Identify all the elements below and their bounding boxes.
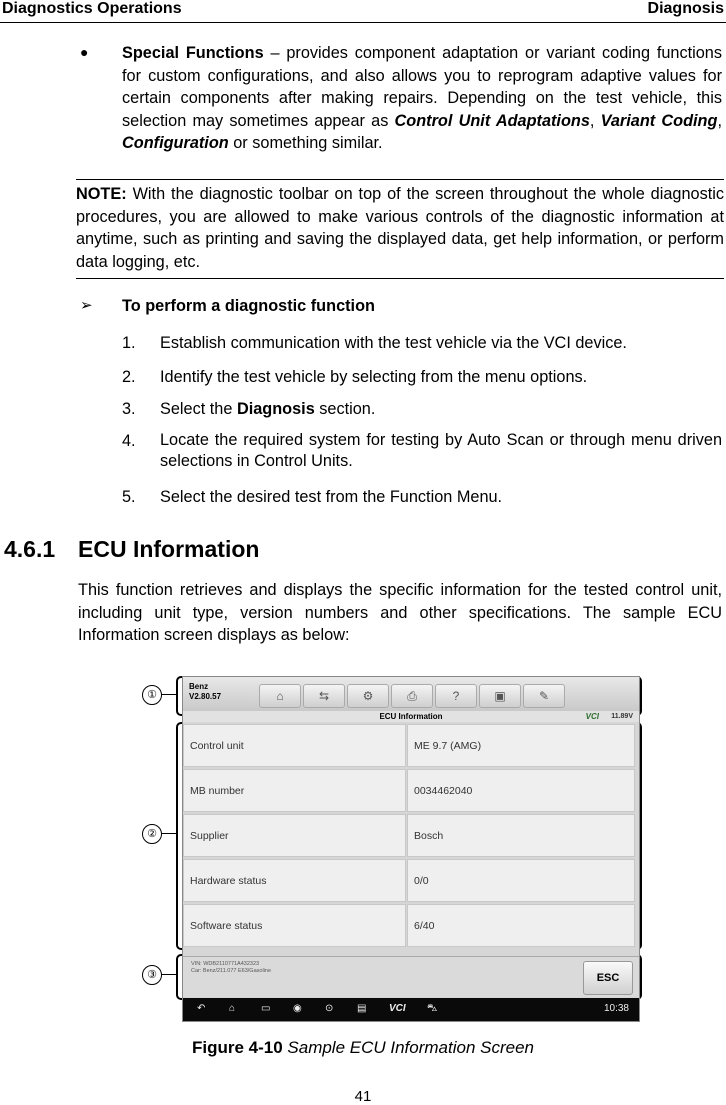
row-label: Control unit: [183, 724, 406, 767]
procedure-title: To perform a diagnostic function: [122, 297, 375, 315]
brand-name: Benz: [189, 682, 209, 691]
note-label: NOTE:: [76, 185, 127, 203]
step-text-bold: Diagnosis: [236, 400, 315, 418]
note-text: With the diagnostic toolbar on top of the screen throughout the whole diagnostic procedures, you are allowed to make various controls of the diagnostic information at anytime, such as printing and saving the displayed data, get help information, or perform data logging, etc.: [76, 185, 724, 271]
vehicle-info: [191, 961, 271, 975]
row-value: Bosch: [407, 814, 635, 857]
home-icon[interactable]: ⌂: [229, 1003, 236, 1014]
separator: ,: [589, 111, 601, 130]
arrow-bullet: ➢: [80, 297, 93, 314]
bullet-marker: ●: [80, 44, 89, 60]
functional-buttons-bar: [183, 956, 639, 997]
step-text: Locate the required system for testing by Auto Scan or through menu driven selections in Control Units.: [160, 431, 722, 470]
callout-1: ①: [142, 685, 162, 705]
esc-button[interactable]: ESC: [583, 961, 633, 995]
pen-icon: ✎: [538, 689, 550, 703]
home-button[interactable]: [259, 684, 301, 708]
step-number: 1.: [122, 334, 136, 352]
table-row: [183, 859, 635, 902]
vci-icon[interactable]: VCI: [389, 1003, 406, 1014]
screen-title: ECU Information: [379, 712, 443, 721]
data-logging-button[interactable]: [523, 684, 565, 708]
print-icon: ⎙: [407, 688, 417, 703]
help-button[interactable]: [435, 684, 477, 708]
row-value: 6/40: [407, 904, 635, 947]
row-value: 0/0: [407, 859, 635, 902]
term-variant-coding: Variant Coding: [600, 111, 718, 130]
settings-button[interactable]: [347, 684, 389, 708]
clock: 10:38: [603, 1003, 629, 1014]
step-text-pre: Select the: [160, 400, 237, 418]
ecu-information-screenshot: [182, 676, 640, 1022]
vehicle-brand: [189, 682, 221, 702]
software-version: V2.80.57: [189, 692, 222, 701]
step-number: 4.: [122, 432, 136, 450]
row-value: ME 9.7 (AMG): [407, 724, 635, 767]
battery-voltage: 11.89V: [611, 713, 633, 720]
term-control-unit-adaptations: Control Unit Adaptations: [394, 111, 590, 130]
row-label: Supplier: [183, 814, 406, 857]
step-number: 3.: [122, 400, 136, 418]
table-row: [183, 814, 635, 857]
home-icon: ⌂: [276, 689, 284, 703]
vehicle-icon[interactable]: ⛍: [427, 1003, 438, 1014]
row-label: Software status: [183, 904, 406, 947]
vci-status: VCI: [585, 712, 599, 721]
callout-line: [161, 974, 176, 975]
header-section-title: Diagnostics Operations: [2, 0, 182, 17]
gear-icon: ⚙: [362, 689, 374, 703]
vin-text: VIN: WDB2110771A432323: [191, 961, 260, 967]
browser-icon[interactable]: ◉: [293, 1003, 302, 1014]
row-label: MB number: [183, 769, 406, 812]
android-nav-bar: [183, 998, 639, 1021]
vehicle-swap-button[interactable]: [303, 684, 345, 708]
camera-icon[interactable]: ⊙: [325, 1003, 334, 1014]
save-icon: ▣: [494, 689, 506, 703]
special-functions-text-end: or something similar.: [228, 134, 383, 152]
page-number: 41: [354, 1088, 372, 1105]
screen-title-bar: [183, 711, 639, 722]
step-number: 2.: [122, 368, 136, 386]
term-configuration: Configuration: [122, 134, 229, 152]
section-heading: [4, 536, 259, 563]
recent-apps-icon[interactable]: ▭: [261, 1003, 271, 1014]
diagnostic-toolbar: [183, 677, 639, 712]
special-functions-paragraph: [122, 42, 722, 155]
table-row: [183, 769, 635, 812]
display-icon[interactable]: ▤: [357, 1003, 367, 1014]
back-icon[interactable]: ↶: [197, 1003, 206, 1014]
callout-line: [161, 694, 176, 695]
car-text: Car: Benz/211.077 E63/Gasoline: [191, 968, 272, 974]
figure-label: Figure 4-10: [191, 1038, 283, 1057]
callout-line: [161, 833, 176, 834]
print-button[interactable]: [391, 684, 433, 708]
step-text: Establish communication with the test vehicle via the VCI device.: [160, 334, 627, 352]
section-number: 4.6.1: [4, 536, 56, 562]
section-intro: This function retrieves and displays the specific information for the tested control unit, including unit type, version numbers and other specifications. The sample ECU Information screen displays as below:: [78, 581, 722, 644]
section-title: ECU Information: [78, 536, 260, 562]
row-value: 0034462040: [407, 769, 635, 812]
step-number: 5.: [122, 488, 136, 506]
note-box: [76, 179, 724, 279]
callout-3: ③: [142, 965, 162, 985]
separator: ,: [717, 111, 722, 130]
help-icon: ?: [452, 689, 460, 703]
row-label: Hardware status: [183, 859, 406, 902]
special-functions-text: – provides component adaptation or variant coding functions for custom configurations, and also allows you to reprogram adaptive values for certain components after making repairs. Depending on the test vehicle, this selection may sometimes appear as: [122, 44, 722, 130]
step-text: [160, 398, 722, 421]
header-chapter-title: Diagnosis: [647, 0, 724, 17]
table-row: [183, 724, 635, 767]
step-text-post: section.: [314, 400, 376, 418]
figure-caption: [0, 1038, 726, 1058]
page-header: [0, 0, 726, 23]
figure-title: Sample ECU Information Screen: [282, 1038, 535, 1057]
step-text: Identify the test vehicle by selecting from the menu options.: [160, 368, 588, 386]
save-button[interactable]: [479, 684, 521, 708]
table-row: [183, 904, 635, 947]
vehicle-swap-icon: ⇆: [318, 689, 330, 703]
special-functions-label: Special Functions: [122, 44, 264, 62]
callout-2: ②: [142, 824, 162, 844]
step-text: Select the desired test from the Function Menu.: [160, 488, 503, 506]
